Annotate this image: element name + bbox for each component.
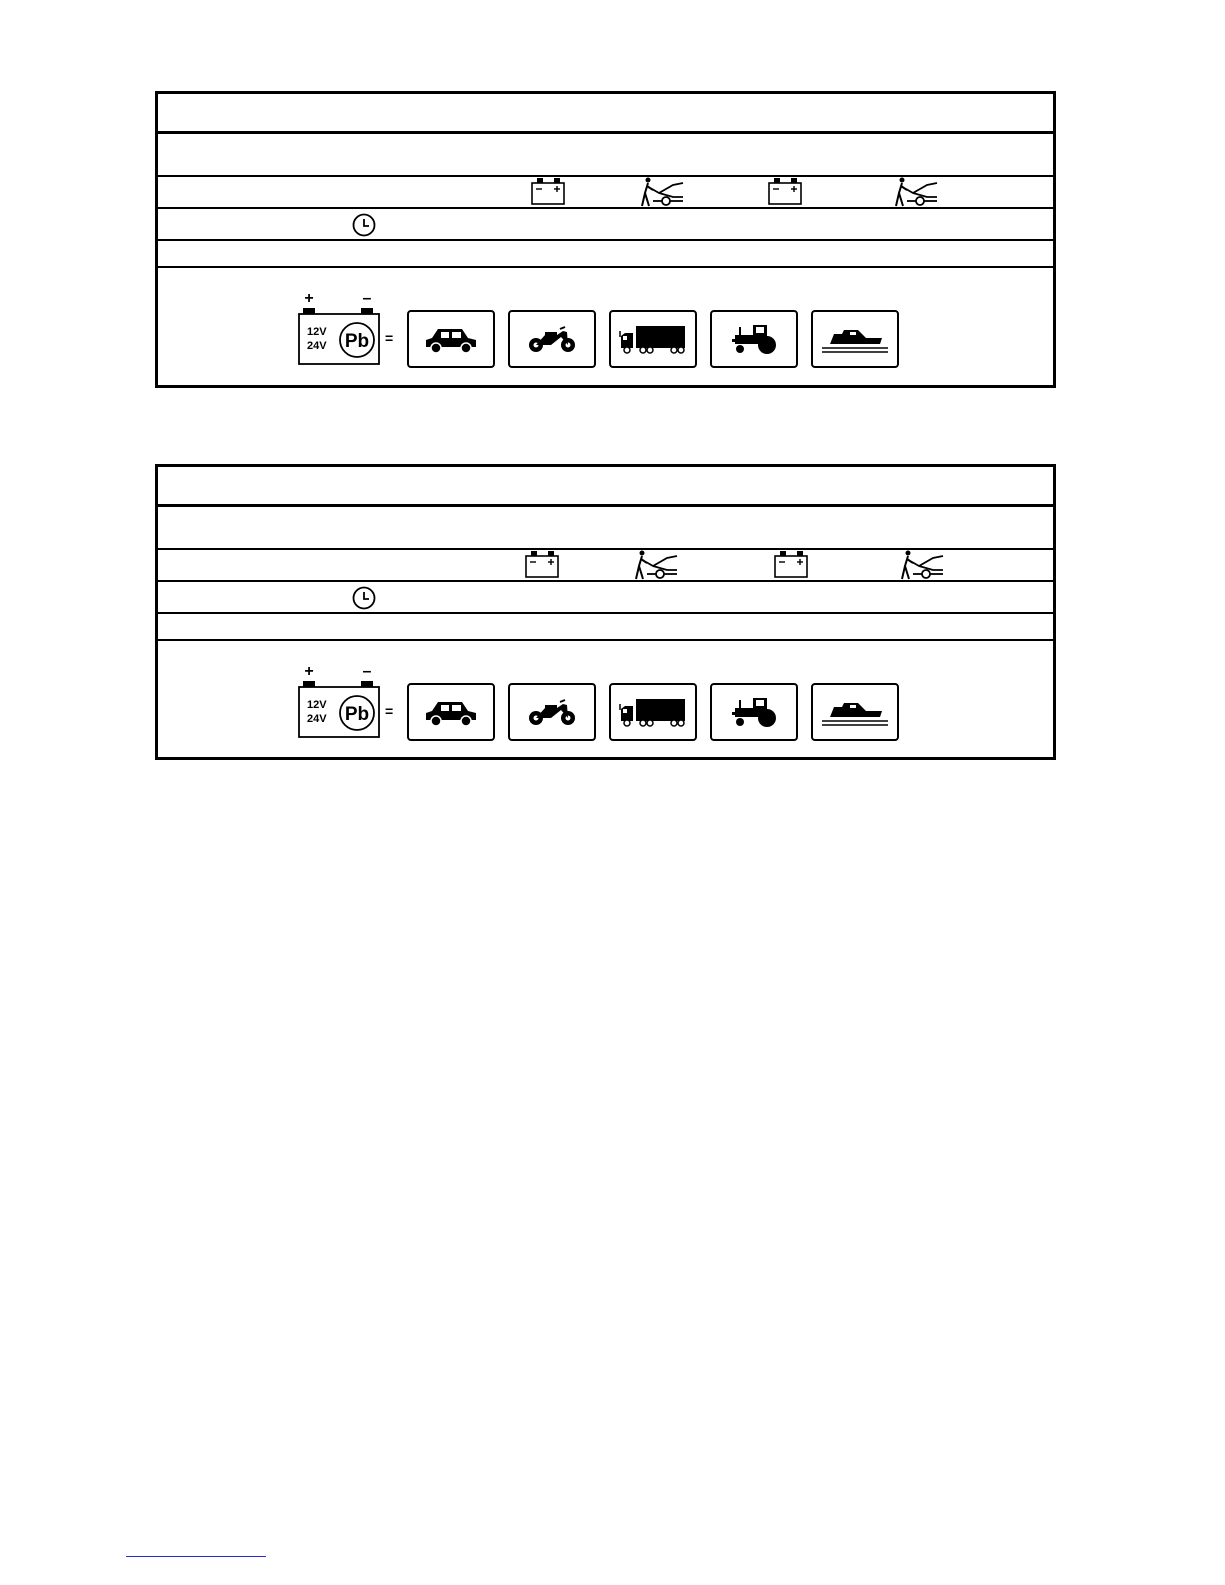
tractor-icon (731, 322, 777, 356)
battery-icon (524, 550, 560, 580)
vehicle-car (407, 310, 495, 368)
svg-text:24V: 24V (307, 713, 327, 725)
vehicle-truck (609, 683, 697, 741)
charge-time-row (158, 582, 1053, 614)
truck-icon (619, 696, 687, 728)
svg-text:+: + (304, 290, 314, 307)
engine-start-icon (893, 177, 941, 209)
battery-icon (773, 550, 809, 580)
boat-icon (820, 324, 890, 354)
vehicle-motorcycle (508, 310, 596, 368)
svg-text:Pb: Pb (344, 331, 370, 352)
vehicle-tractor (710, 683, 798, 741)
svg-text:Pb: Pb (344, 704, 370, 725)
vehicle-boat (811, 683, 899, 741)
vehicle-motorcycle (508, 683, 596, 741)
charge-time-row (158, 209, 1053, 241)
lead-acid-battery-icon (297, 290, 381, 366)
spec-table (155, 464, 1056, 760)
table-title-row (158, 94, 1053, 134)
blank-row (158, 614, 1053, 641)
spec-table (155, 91, 1056, 388)
truck-icon (619, 323, 687, 355)
table-title-row (158, 467, 1053, 507)
svg-text:12V: 12V (307, 699, 327, 711)
svg-text:–: – (362, 290, 372, 307)
battery-icon (767, 177, 803, 207)
application-row (158, 268, 1053, 383)
svg-text:12V: 12V (307, 326, 327, 338)
clock-icon (351, 212, 377, 238)
vehicle-tractor (710, 310, 798, 368)
vehicle-car (407, 683, 495, 741)
boat-icon (820, 697, 890, 727)
table-description-row (158, 507, 1053, 550)
tractor-icon (731, 695, 777, 729)
clock-icon (351, 585, 377, 611)
mode-icons-row (158, 550, 1053, 582)
footer-link-underline[interactable] (126, 1556, 266, 1557)
lead-acid-battery-icon (297, 663, 381, 739)
mode-icons-row (158, 177, 1053, 209)
battery-icon (530, 177, 566, 207)
blank-row (158, 241, 1053, 268)
engine-start-icon (899, 550, 947, 582)
engine-start-icon (633, 550, 681, 582)
equals-sign: = (385, 330, 394, 346)
equals-sign: = (385, 703, 394, 719)
engine-start-icon (639, 177, 687, 209)
motorcycle-icon (527, 323, 577, 355)
vehicle-boat (811, 310, 899, 368)
svg-text:–: – (362, 663, 372, 680)
svg-text:24V: 24V (307, 340, 327, 352)
car-icon (424, 696, 478, 728)
table-description-row (158, 134, 1053, 177)
application-row (158, 641, 1053, 756)
car-icon (424, 323, 478, 355)
svg-text:+: + (304, 663, 314, 680)
motorcycle-icon (527, 696, 577, 728)
vehicle-truck (609, 310, 697, 368)
